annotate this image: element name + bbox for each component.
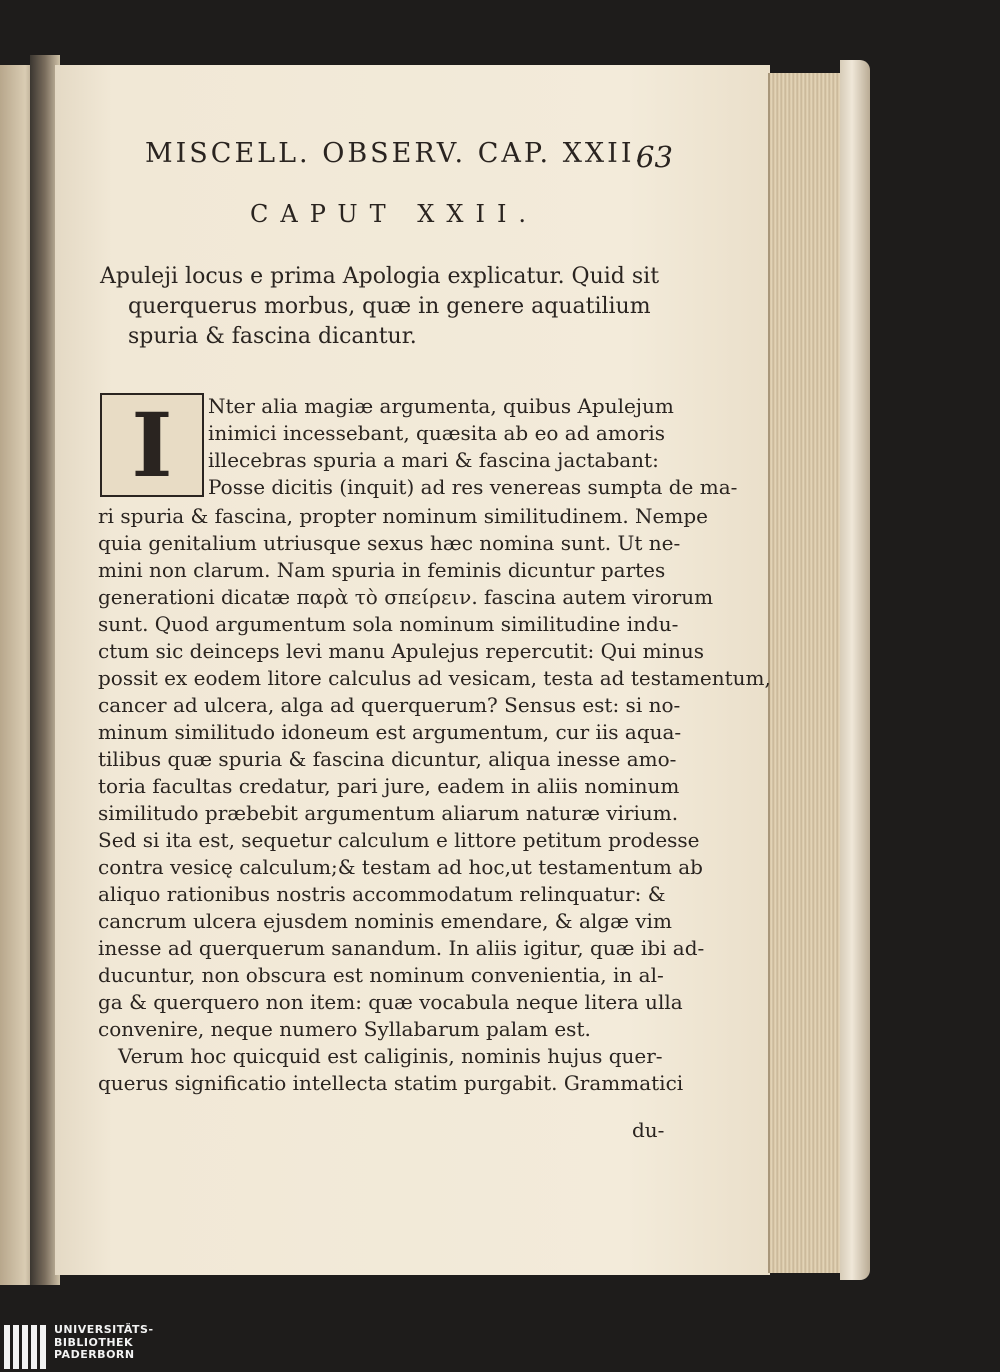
text-line: Sed si ita est, sequetur calculum e littore petitum prodesse — [98, 828, 700, 852]
text-line: mini non clarum. Nam spuria in feminis dicuntur partes — [98, 558, 666, 582]
text-line: cancer ad ulcera, alga ad querquerum? Sensus est: si no- — [98, 693, 681, 717]
library-logo-icon — [4, 1325, 50, 1369]
initial-letter: I — [131, 393, 173, 497]
text-line: Posse dicitis (inquit) ad res venereas sumpta de ma- — [208, 475, 738, 499]
text-line: sunt. Quod argumentum sola nominum similitudine indu- — [98, 612, 679, 636]
chapter-summary — [100, 262, 680, 352]
decorated-initial — [100, 393, 204, 497]
text-line: tilibus quæ spuria & fascina dicuntur, aliqua inesse amo- — [98, 747, 677, 771]
text-line: inesse ad querquerum sanandum. In aliis igitur, quæ ibi ad- — [98, 936, 705, 960]
text-line: quia genitalium utriusque sexus hæc nomina sunt. Ut ne- — [98, 531, 681, 555]
running-head: MISCELL. OBSERV. CAP. XXII. — [145, 138, 647, 169]
catchword: du- — [632, 1118, 665, 1142]
library-name — [54, 1324, 154, 1362]
text-line: aliquo rationibus nostris accommodatum relinquatur: & — [98, 882, 666, 906]
text-line: Verum hoc quicquid est caliginis, nominis hujus quer- — [118, 1044, 663, 1068]
text-line: querus significatio intellecta statim purgabit. Grammatici — [98, 1071, 684, 1095]
text-line: contra vesicę calculum;& testam ad hoc,ut testamentum ab — [98, 855, 703, 879]
text-line: Nter alia magiæ argumenta, quibus Apulejum — [208, 394, 674, 418]
page-fore-edge — [768, 73, 848, 1273]
text-line: generationi dicatæ παρὰ τὸ σπείρειν. fascina autem virorum — [98, 585, 714, 609]
book-cover-edge — [840, 60, 870, 1280]
text-line: toria facultas credatur, pari jure, eadem in aliis nominum — [98, 774, 680, 798]
text-line: cancrum ulcera ejusdem nominis emendare, & algæ vim — [98, 909, 672, 933]
text-line: similitudo præbebit argumentum aliarum naturæ virium. — [98, 801, 679, 825]
text-line: ri spuria & fascina, propter nominum similitudinem. Nempe — [98, 504, 708, 528]
text-line: inimici incessebant, quæsita ab eo ad amoris — [208, 421, 666, 445]
summary-line: Apuleji locus e prima Apologia explicatur. Quid sit — [100, 264, 660, 289]
text-line: minum similitudo idoneum est argumentum, cur iis aqua- — [98, 720, 682, 744]
library-name-line: PADERBORN — [54, 1348, 135, 1361]
text-line: illecebras spuria a mari & fascina jactabant: — [208, 448, 659, 472]
summary-line: spuria & fascina dicantur. — [128, 324, 417, 349]
library-footer — [0, 1322, 1000, 1372]
text-line: ctum sic deinceps levi manu Apulejus repercutit: Qui minus — [98, 639, 705, 663]
text-line: ducuntur, non obscura est nominum convenientia, in al- — [98, 963, 664, 987]
library-name-line: UNIVERSITÄTS- — [54, 1323, 154, 1336]
chapter-heading: CAPUT XXII. — [250, 200, 539, 228]
page-number: 63 — [636, 140, 673, 174]
text-line: ga & querquero non item: quæ vocabula neque litera ulla — [98, 990, 683, 1014]
summary-line: querquerus morbus, quæ in genere aquatilium — [128, 294, 651, 319]
text-line: convenire, neque numero Syllabarum palam est. — [98, 1017, 591, 1041]
library-name-line: BIBLIOTHEK — [54, 1335, 134, 1349]
text-line: possit ex eodem litore calculus ad vesicam, testa ad testamentum, — [98, 666, 771, 690]
